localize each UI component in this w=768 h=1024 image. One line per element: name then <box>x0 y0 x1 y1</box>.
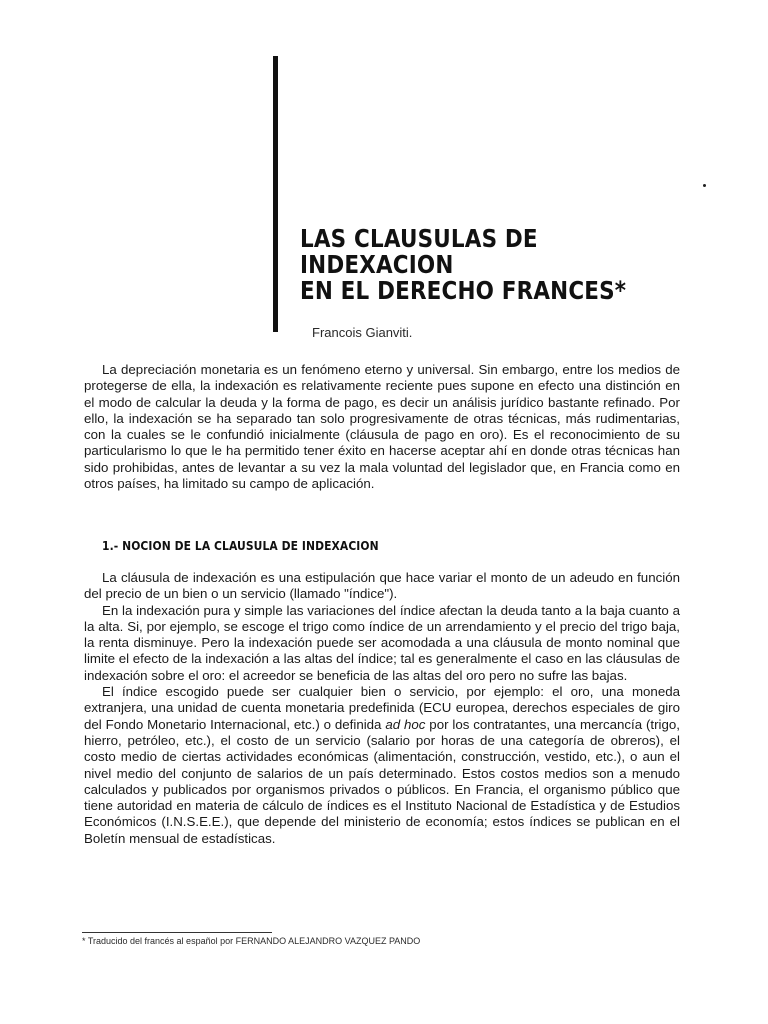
title-line-2: INDEXACION <box>300 250 454 279</box>
scan-speck <box>703 184 706 187</box>
ad-hoc-italic: ad hoc <box>385 716 426 732</box>
article-title <box>300 226 626 304</box>
paragraph-3-part-1: El índice escogido puede ser cualquier bien o servicio, por ejemplo: el oro, una moneda extranjera, una unidad de cuenta monetaria predefinida (ECU europea, derechos especiales de giro del Fondo Monetario Internacional, etc.) o definida <box>84 684 680 732</box>
section-paragraph-2: En la indexación pura y simple las variaciones del índice afectan la deuda tanto a la baja cuanto a la alta. Si, por ejemplo, se escoge el trigo como índice de un arrendamiento y el precio del trigo baja, la renta disminuye. Pero la indexación puede ser acomodada a una cláusula de monto nominal que limite el efecto de la indexación a las altas del índice; tal es generalmente el caso en las cláusulas de indexación sobre el oro: el acreedor se beneficia de las altas del oro pero no sufre las bajas. <box>84 602 680 683</box>
intro-paragraph: La depreciación monetaria es un fenómeno eterno y universal. Sin embargo, entre los medios de protegerse de ella, la indexación es relativamente reciente pues supone en efecto una distinción en el modo de calcular la deuda y la forma de pago, es decir un análisis jurídico bastante refinado. Por ello, la indexación se ha separado tan solo progresivamente de otras técnicas, más rudimentarias, con la cuales se le confundió inicialmente (cláusula de pago en oro). Es el reconocimiento de su particularismo lo que le ha permitido tener éxito en hacerse aceptar ahí en donde otras técnicas han sido prohibidas, antes de levantar a su vez la mala voluntad del legislador que, en Francia como en otros países, ha limitado su campo de aplicación. <box>84 362 680 492</box>
intro-body <box>84 362 680 492</box>
section-paragraph-1: La cláusula de indexación es una estipulación que hace variar el monto de un adeudo en función del precio de un bien o un servicio (llamado "índice"). <box>84 570 680 602</box>
author-name: Francois Gianviti. <box>312 325 413 340</box>
footnote-separator <box>82 932 272 933</box>
section-heading: 1.- NOCION DE LA CLAUSULA DE INDEXACION <box>102 538 379 553</box>
title-vertical-rule <box>273 56 278 332</box>
section-body <box>84 570 680 847</box>
footnote-text: * Traducido del francés al español por FERNANDO ALEJANDRO VAZQUEZ PANDO <box>82 936 421 946</box>
section-paragraph-3 <box>84 684 680 847</box>
paragraph-3-part-2: por los contratantes, una mercancía (trigo, hierro, petróleo, etc.), el costo de un servicio (salario por horas de una categoría de obreros), el costo medio de ciertas actividades económicas (alimentación, construcción, vestido, etc.), o aun el nivel medio del conjunto de salarios de un país determinado. Estos costos medios son a menudo calculados y publicados por organismos privados o públicos. En Francia, el organismo público que tiene autoridad en materia de cálculo de índices es el Instituto Nacional de Estadística y de Estudios Económicos (I.N.S.E.E.), que depende del ministerio de economía; estos índices se publican en el Boletín mensual de estadísticas. <box>84 716 680 846</box>
title-line-1: LAS CLAUSULAS DE <box>300 224 538 253</box>
title-line-3: EN EL DERECHO FRANCES* <box>300 276 627 305</box>
